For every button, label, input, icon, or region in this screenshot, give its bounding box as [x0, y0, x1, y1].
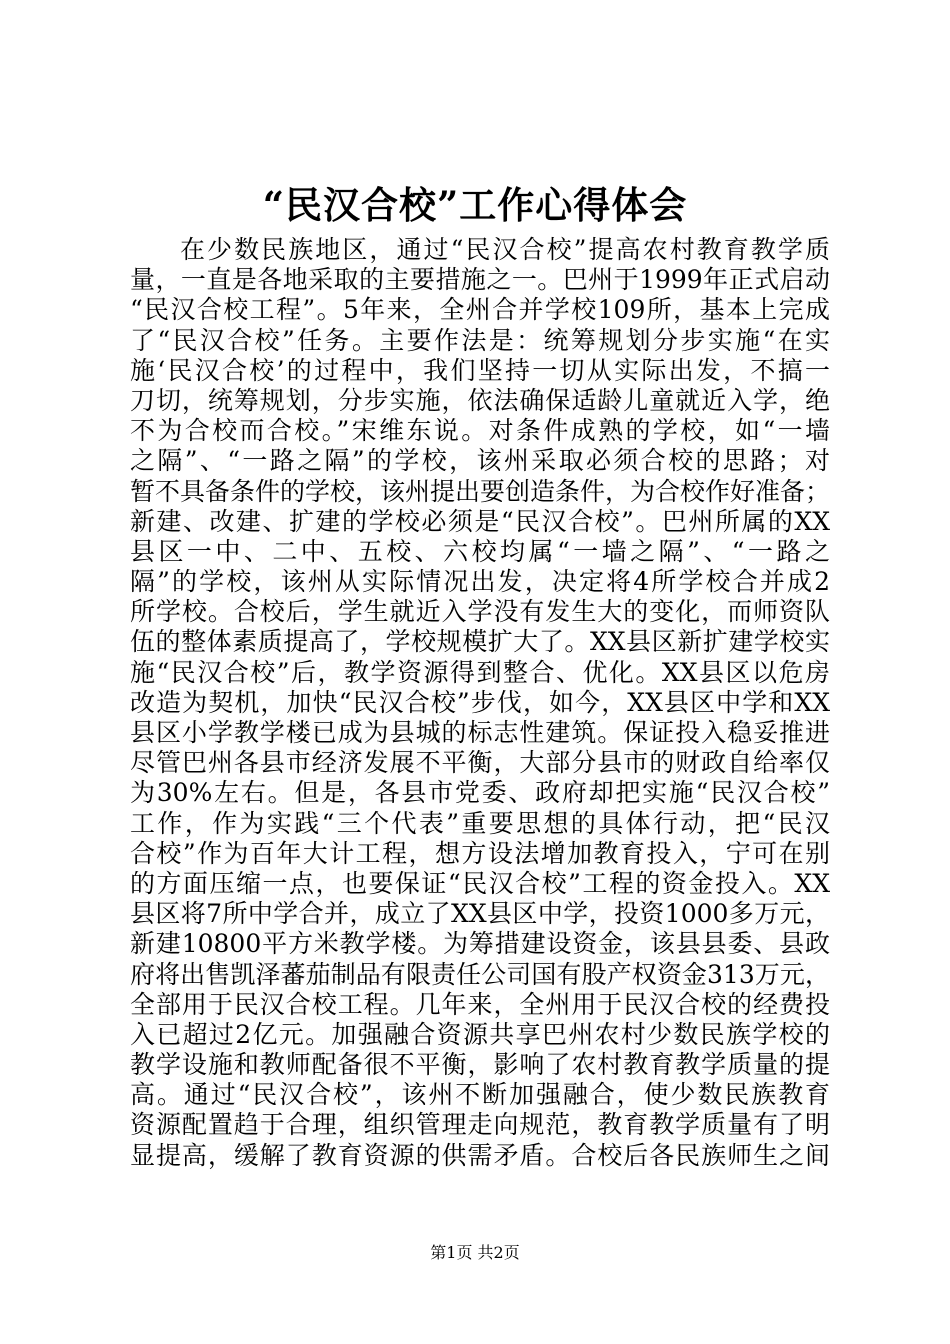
body-line: 县区一中、二中、五校、六校均属“一墙之隔”、“一路之 — [130, 536, 830, 566]
body-line: 了“民汉合校”任务。主要作法是：统筹规划分步实施“在实 — [130, 325, 830, 355]
body-line: 资源配置趋于合理，组织管理走向规范，教育教学质量有了明 — [130, 1110, 830, 1140]
body-line: 改造为契机，加快“民汉合校”步伐，如今，XX县区中学和XX — [130, 687, 830, 717]
document-body — [130, 235, 830, 1171]
body-line: 新建、改建、扩建的学校必须是“民汉合校”。巴州所属的XX — [130, 506, 830, 536]
body-line: 县区将7所中学合并，成立了XX县区中学，投资1000多万元， — [130, 899, 830, 929]
body-line: 的方面压缩一点，也要保证“民汉合校”工程的资金投入。XX — [130, 868, 830, 898]
body-line: 尽管巴州各县市经济发展不平衡，大部分县市的财政自给率仅 — [130, 748, 830, 778]
body-line: 府将出售凯泽蕃茄制品有限责任公司国有股产权资金313万元， — [130, 959, 830, 989]
body-line: 量，一直是各地采取的主要措施之一。巴州于1999年正式启动 — [130, 265, 830, 295]
body-line: 为30%左右。但是，各县市党委、政府却把实施“民汉合校” — [130, 778, 830, 808]
body-line: 之隔”、“一路之隔”的学校，该州采取必须合校的思路；对 — [130, 446, 830, 476]
body-line: 新建10800平方米教学楼。为筹措建设资金，该县县委、县政 — [130, 929, 830, 959]
page-number-footer: 第1页 共2页 — [430, 1243, 520, 1262]
body-line: 高。通过“民汉合校”，该州不断加强融合，使少数民族教育 — [130, 1080, 830, 1110]
document-title: “民汉合校”工作心得体会 — [262, 183, 688, 227]
body-line: 施“民汉合校”后，教学资源得到整合、优化。XX县区以危房 — [130, 657, 830, 687]
body-line: 工作，作为实践“三个代表”重要思想的具体行动，把“民汉 — [130, 808, 830, 838]
body-line: 隔”的学校，该州从实际情况出发，决定将4所学校合并成2 — [130, 567, 830, 597]
body-line: 不为合校而合校。”宋维东说。对条件成熟的学校，如“一墙 — [130, 416, 830, 446]
body-line: 刀切，统筹规划，分步实施，依法确保适龄儿童就近入学，绝 — [130, 385, 830, 415]
body-line: 在少数民族地区，通过“民汉合校”提高农村教育教学质 — [180, 235, 830, 264]
body-line: 显提高，缓解了教育资源的供需矛盾。合校后各民族师生之间 — [130, 1140, 830, 1170]
body-line: 伍的整体素质提高了，学校规模扩大了。XX县区新扩建学校实 — [130, 627, 830, 657]
body-line: 合校”作为百年大计工程，想方设法增加教育投入，宁可在别 — [130, 838, 830, 868]
body-line: “民汉合校工程”。5年来，全州合并学校109所，基本上完成 — [130, 295, 830, 325]
body-line: 全部用于民汉合校工程。几年来，全州用于民汉合校的经费投 — [130, 989, 830, 1019]
body-line: 教学设施和教师配备很不平衡，影响了农村教育教学质量的提 — [130, 1050, 830, 1080]
body-line: 所学校。合校后，学生就近入学没有发生大的变化，而师资队 — [130, 597, 830, 627]
body-line: 施‘民汉合校’的过程中，我们坚持一切从实际出发，不搞一 — [130, 355, 830, 385]
body-line: 县区小学教学楼已成为县城的标志性建筑。保证投入稳妥推进 — [130, 718, 830, 747]
body-line: 入已超过2亿元。加强融合资源共享巴州农村少数民族学校的 — [130, 1019, 830, 1049]
body-line: 暂不具备条件的学校，该州提出要创造条件，为合校作好准备； — [130, 476, 830, 506]
